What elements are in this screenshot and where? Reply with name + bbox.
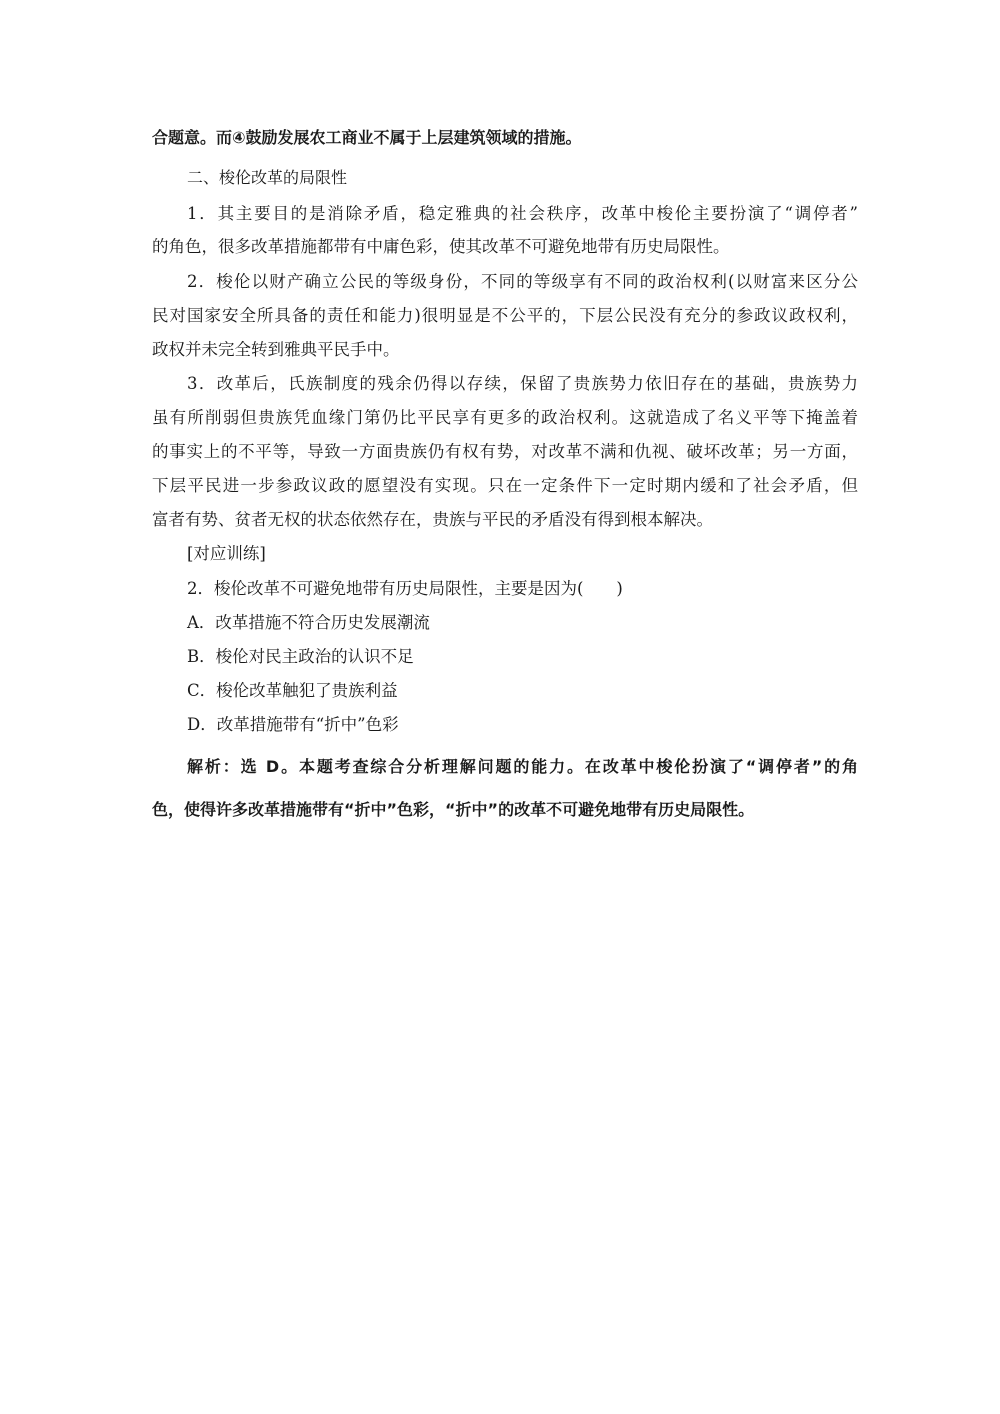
point-1-line-1: 1．其主要目的是消除矛盾，稳定雅典的社会秩序，改革中梭伦主要扮演了“调停者” (187, 204, 858, 223)
intro-line: 合题意。而④鼓励发展农工商业不属于上层建筑领域的措施。 (152, 128, 582, 147)
point-3-line-3: 的事实上的不平等，导致一方面贵族仍有权有势，对改革不满和仇视、破坏改革；另一方面， (152, 442, 858, 461)
option-b: B．梭伦对民主政治的认识不足 (187, 647, 414, 666)
question-stem: 2．梭伦改革不可避免地带有历史局限性，主要是因为( ) (187, 579, 623, 598)
option-d: D．改革措施带有“折中”色彩 (187, 715, 399, 734)
exercise-label: [对应训练] (187, 544, 266, 563)
analysis-line-1: 解析：选 D。本题考查综合分析理解问题的能力。在改革中梭伦扮演了“调停者”的角 (187, 757, 858, 776)
point-3-line-1: 3．改革后，氏族制度的残余仍得以存续，保留了贵族势力依旧存在的基础，贵族势力 (187, 374, 858, 393)
point-3-line-2: 虽有所削弱但贵族凭血缘门第仍比平民享有更多的政治权利。这就造成了名义平等下掩盖着 (152, 408, 858, 427)
point-2-line-1: 2．梭伦以财产确立公民的等级身份，不同的等级享有不同的政治权利(以财富来区分公 (187, 272, 858, 291)
point-3-line-5: 富者有势、贫者无权的状态依然存在，贵族与平民的矛盾没有得到根本解决。 (152, 510, 713, 529)
analysis-line-2: 色，使得许多改革措施带有“折中”色彩，“折中”的改革不可避免地带有历史局限性。 (152, 800, 755, 819)
option-a: A．改革措施不符合历史发展潮流 (187, 613, 430, 632)
point-2-line-3: 政权并未完全转到雅典平民手中。 (152, 340, 400, 359)
section-heading: 二、梭伦改革的局限性 (187, 168, 348, 187)
option-c: C．梭伦改革触犯了贵族利益 (187, 681, 398, 700)
point-1-line-2: 的角色，很多改革措施都带有中庸色彩，使其改革不可避免地带有历史局限性。 (152, 237, 730, 256)
point-3-line-4: 下层平民进一步参政议政的愿望没有实现。只在一定条件下一定时期内缓和了社会矛盾，但 (152, 476, 858, 495)
point-2-line-2: 民对国家安全所具备的责任和能力)很明显是不公平的，下层公民没有充分的参政议政权利， (152, 306, 858, 325)
